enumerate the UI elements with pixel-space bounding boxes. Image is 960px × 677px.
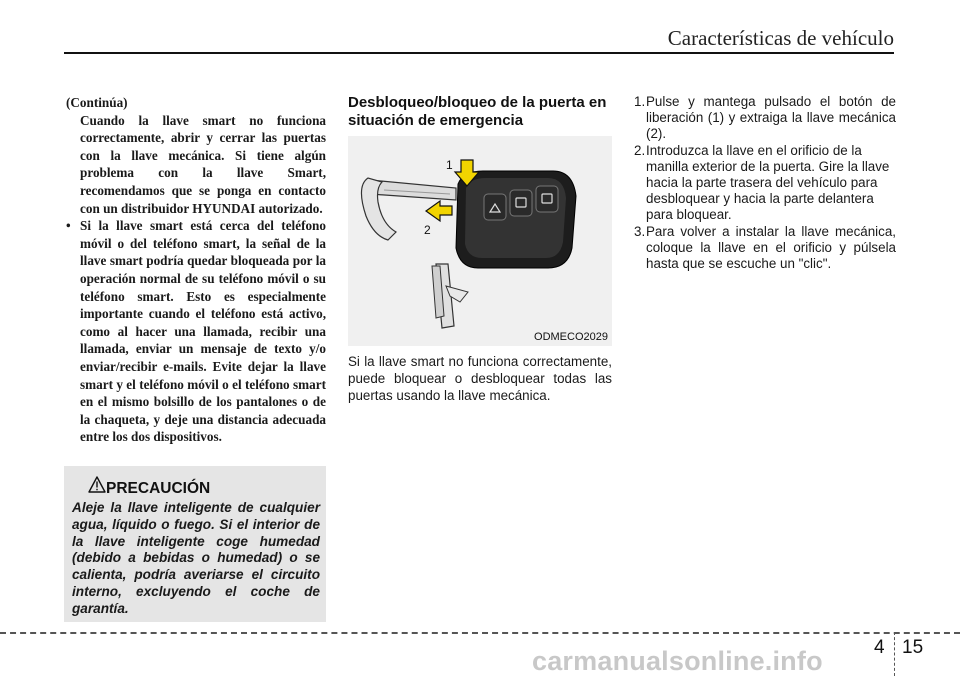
step-number: 3. [634,223,646,239]
callout-2: 2 [424,223,431,237]
pull-key-arrow [426,201,452,221]
step-item [634,143,896,224]
step-item [634,224,896,273]
bullet-symbol: • [66,218,71,234]
middle-paragraph: Si la llave smart no funciona correctamente, puede bloquear o desbloquear todas las puertas usando la llave mecánica. [348,354,612,403]
figure-code: ODMECO2029 [534,331,608,343]
running-header-title: Características de vehículo [667,26,894,50]
left-column [66,94,326,446]
page-number: 15 [902,637,924,658]
watermark-text: carmanualsonline.info [532,646,823,676]
footer-separator [894,632,895,676]
footer-rule [0,632,960,634]
step-number: 2. [634,142,646,158]
key-illustration [348,136,612,346]
mechanical-key-removed [432,264,468,328]
left-paragraph: Cuando la llave smart no funciona correctamente, abrir y cerrar las puertas con la llave mecánica. Si tiene algún problema con la llave Smart, recomendamos que se ponga en contacto con un distribuidor HYUNDAI autorizado. [80,112,326,216]
caution-box [64,466,326,622]
continued-label: (Continúa) [66,95,128,110]
step-text: Para volver a instalar la llave mecánica, coloque la llave en el orificio y púlsela hasta que se escuche un "clic". [646,223,896,272]
header-rule [64,52,894,54]
step-text: Pulse y mantega pulsado el botón de liberación (1) y extraiga la llave mecánica (2). [646,94,896,142]
smart-key-drawing [348,136,612,346]
step-item [634,94,896,143]
warning-triangle-icon [88,476,106,493]
bullet-text: Si la llave smart está cerca del teléfono móvil o del teléfono smart, la señal de la llave smart podría quedar bloqueada por la operación normal de su teléfono móvil o su teléfono smart. Esto es especialmente importante cuando el teléfono está activo, como al hacer una llamada, recibir una llamada, enviar un mensaje de texto y/o enviar/recibir e-mails. Evite dejar la llave smart y el teléfono móvil o el teléfono smart en el mismo bolsillo de los pantalones o de la chaqueta, y deje una distancia adecuada entre los dos dispositivos. [80,218,326,445]
step-text: Introduzca la llave en el orificio de la manilla exterior de la puerta. Gire la llave hacia la parte trasera del vehículo para desbloquear y hacia la parte delantera para bloquear. [646,142,890,223]
bullet-item [66,217,326,446]
section-title: Desbloqueo/bloqueo de la puerta en situación de emergencia [348,94,607,129]
step-number: 1. [634,94,646,109]
callout-1: 1 [446,158,453,172]
steps-list [634,94,896,272]
chapter-number: 4 [874,637,885,658]
caution-title: PRECAUCIÓN [106,480,211,497]
caution-body: Aleje la llave inteligente de cualquier agua, líquido o fuego. Si el interior de la llave inteligente coge humedad (debido a bebidas o humedad) o se calienta, podría averiarse el circuito interno, excluyendo el coche de garantía. [72,500,320,616]
